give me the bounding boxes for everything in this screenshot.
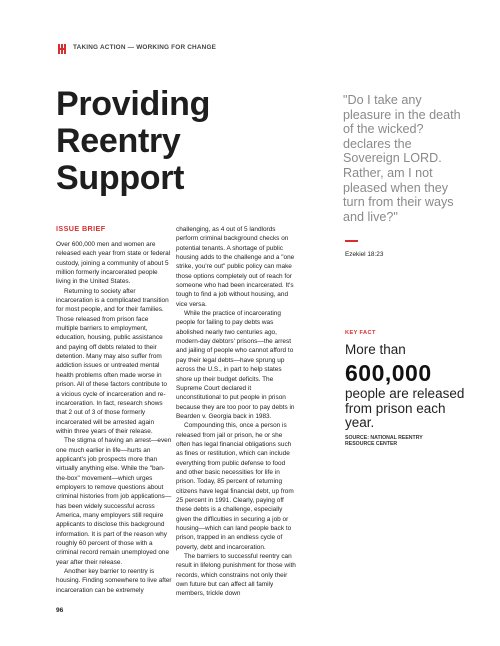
paragraph: Returning to society after incarceration is a complicated transition for most people, and for their families. Those released from prison face multiple barriers to employment, education, housing, public assistance and paying off debts related to their detention. Many may also suffer from addiction issues or untreated mental health problems often made worse in prison. All of these factors contribute to a vicious cycle of incarceration and re-incarceration. In fact, research shows that 2 out of 3 of those formerly incarcerated will be arrested again within three years of their release. (56, 287, 169, 435)
title-line: Providing (56, 85, 211, 123)
title-line: Support (56, 159, 185, 197)
body-column-2 (176, 225, 296, 599)
body-column-1 (56, 240, 172, 595)
key-fact-label: KEY FACT (345, 330, 376, 336)
paragraph: The stigma of having an arrest—even one much earlier in life—hurts an applicant's job prospects more than virtually anything else. While the "ban-the-box" movement—which urges employers to remove questions about criminal histories from job applications—has been widely successful across America, many employers still require applicants to disclose this background information. It is part of the reason why roughly 60 percent of those with a criminal record remain unemployed one year after their release. (56, 437, 172, 566)
key-fact-intro: More than (345, 342, 406, 357)
quote-citation: Ezekiel 18:23 (345, 251, 384, 258)
paragraph: Compounding this, once a person is released from jail or prison, he or she often has legal financial obligations such as fines or restitution, which can include everything from public defense to food and other basic necessities for life in prison. Today, 85 percent of returning citizens have legal financial debt, up from 25 percent in 1991. Clearly, paying off these debts is a challenge, especially given the difficulties in securing a job or housing—which can land people back to prison, trapped in an endless cycle of poverty, debt and incarceration. (176, 422, 294, 551)
paragraph: Another key barrier to reentry is housing. Finding somewhere to live after incarceration can be extremely (56, 568, 172, 594)
paragraph: challenging, as 4 out of 5 landlords perform criminal background checks on potential tenants. A shortage of public housing adds to the challenge and a "one strike, you're out" public policy can make those options completely out of reach for someone who had been incarcerated. It's tough to find a job without housing, and vice versa. (176, 226, 295, 308)
paragraph: The barriers to successful reentry can result in lifelong punishment for those with records, which constrains not only their own future but can affect all family members, trickle down (176, 553, 296, 598)
key-fact-text: people are released from prison each year. (345, 386, 465, 431)
quote-divider (345, 240, 358, 242)
issue-brief-label: ISSUE BRIEF (56, 224, 106, 233)
key-fact-source: SOURCE: NATIONAL REENTRY RESOURCE CENTER (345, 435, 423, 448)
bar-logo-icon (58, 44, 68, 54)
pull-quote: "Do I take any pleasure in the death of the wicked? declares the Sovereign LORD. Rather, am I not pleased when they turn from their ways and live?" (343, 93, 461, 224)
section-header: TAKING ACTION — WORKING FOR CHANGE (73, 44, 217, 51)
page-title (56, 86, 296, 197)
paragraph: Over 600,000 men and women are released each year from state or federal custody, joining a community of about 5 million formerly incarcerated people living in the United States. (56, 241, 171, 286)
key-fact-number: 600,000 (345, 360, 432, 386)
page-number: 96 (56, 607, 64, 614)
title-line: Reentry (56, 122, 181, 160)
paragraph: While the practice of incarcerating people for failing to pay debts was abolished nearly two centuries ago, modern-day debtors' prisons—the arrest and jailing of people who cannot afford to pay their legal debts—have sprung up across the U.S., in part to help states shore up their budget deficits. The Supreme Court declared it unconstitutional to put people in prison because they are too poor to pay debts in Bearden v. Georgia back in 1983. (176, 310, 295, 420)
